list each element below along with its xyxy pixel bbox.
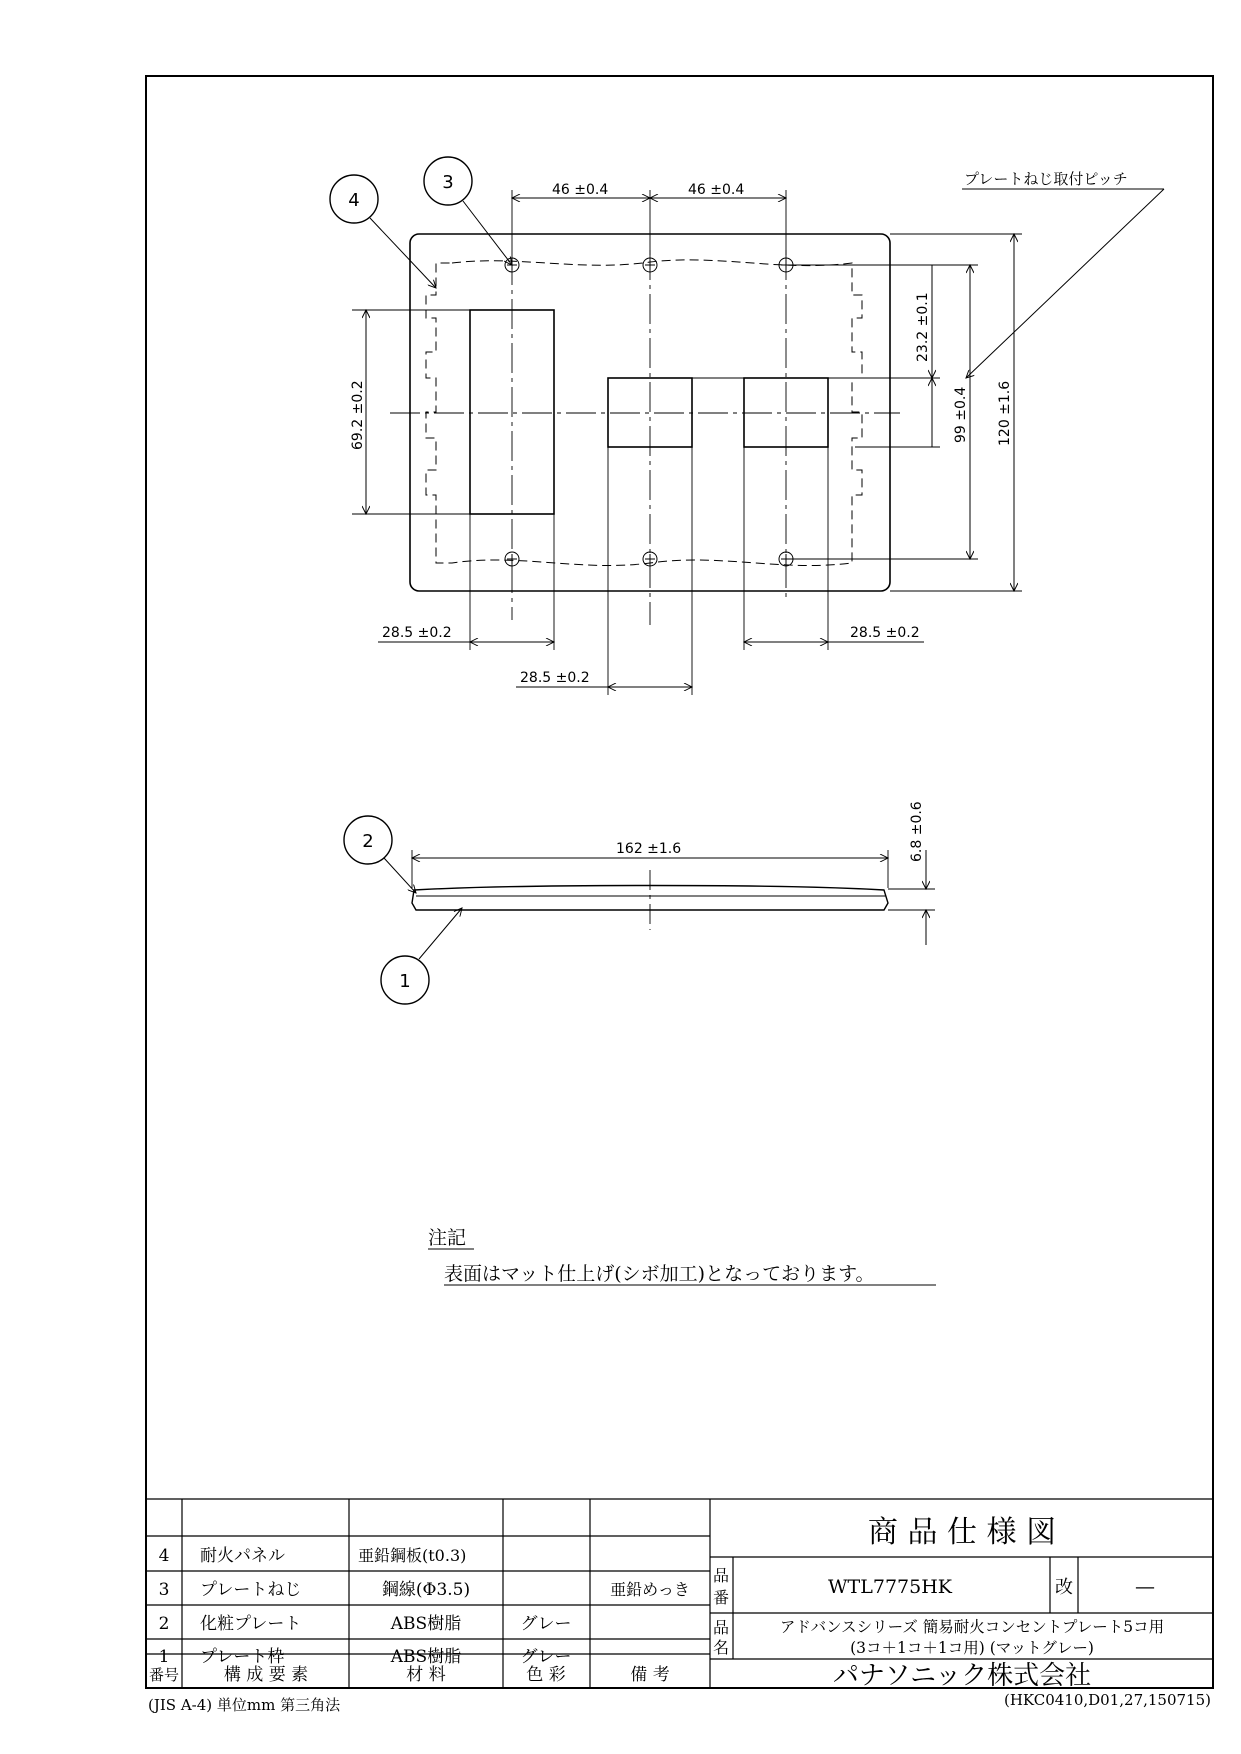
drawing-frame — [146, 76, 1213, 1688]
row3-name: プレートねじ — [200, 1580, 302, 1600]
screw-icons — [505, 258, 793, 566]
dim-28-5-center: 28.5 ±0.2 — [520, 670, 590, 686]
part-number: WTL7775HK — [828, 1576, 952, 1598]
balloon-2-label: 2 — [362, 831, 374, 852]
footer-left: (JIS A-4) 単位mm 第三角法 — [148, 1696, 341, 1714]
row2-no: 2 — [158, 1614, 170, 1634]
front-view — [330, 157, 1164, 695]
dim-screw-pitch-label: プレートねじ取付ピッチ — [964, 170, 1128, 188]
balloon-3-label: 3 — [442, 172, 454, 193]
name-label-2: 名 — [712, 1638, 730, 1657]
header-name: 構 成 要 素 — [223, 1665, 309, 1685]
revision-value: — — [1135, 1574, 1155, 1598]
dim-28-5-right: 28.5 ±0.2 — [850, 625, 920, 641]
parts-table-cells — [149, 1546, 690, 1685]
row1-name: プレート枠 — [200, 1647, 285, 1667]
header-remark: 備 考 — [630, 1665, 670, 1685]
spec-title: 商 品 仕 様 図 — [867, 1515, 1057, 1550]
dim-99: 99 ±0.4 — [953, 386, 969, 443]
notes-heading: 注記 — [428, 1227, 467, 1249]
dim-69-2: 69.2 ±0.2 — [350, 380, 366, 450]
footer-right: (HKC0410,D01,27,150715) — [1003, 1691, 1211, 1709]
dimension-texts — [350, 170, 1128, 686]
part-no-label-1: 品 — [712, 1566, 730, 1585]
balloon-4-label: 4 — [348, 190, 360, 211]
dim-162: 162 ±1.6 — [616, 841, 682, 857]
row3-remark: 亜鉛めっき — [610, 1580, 690, 1599]
header-material: 材 料 — [406, 1665, 446, 1685]
notes-body: 表面はマット仕上げ(シボ加工)となっております。 — [444, 1263, 875, 1285]
screw-icon — [643, 552, 657, 566]
part-no-label-2: 番 — [712, 1588, 730, 1607]
row3-material: 鋼線(Φ3.5) — [381, 1580, 471, 1600]
dim-28-5-left: 28.5 ±0.2 — [382, 625, 452, 641]
company-name: パナソニック株式会社 — [832, 1661, 1092, 1691]
screw-icon — [505, 552, 519, 566]
notes — [428, 1227, 936, 1285]
row3-no: 3 — [158, 1580, 170, 1600]
screw-icon — [643, 258, 657, 272]
row1-color: グレー — [520, 1647, 572, 1667]
row1-no: 1 — [158, 1647, 170, 1667]
extension-lines — [352, 190, 1022, 695]
center-lines — [390, 250, 900, 625]
row2-name: 化粧プレート — [200, 1614, 302, 1634]
product-name-line-1: アドバンスシリーズ 簡易耐火コンセントプレート5コ用 — [779, 1618, 1165, 1636]
header-color: 色 彩 — [526, 1665, 566, 1685]
name-label-1: 品 — [712, 1618, 730, 1637]
row4-material: 亜鉛鋼板(t0.3) — [358, 1546, 467, 1565]
screw-icon — [505, 258, 519, 272]
dim-top-right: 46 ±0.4 — [688, 182, 745, 198]
dim-top-left: 46 ±0.4 — [552, 182, 609, 198]
row4-no: 4 — [158, 1546, 170, 1566]
title-block-text — [713, 1515, 1164, 1691]
dim-23-2: 23.2 ±0.1 — [915, 292, 931, 362]
row2-color: グレー — [520, 1614, 572, 1634]
row1-material: ABS樹脂 — [390, 1647, 462, 1667]
dim-120: 120 ±1.6 — [997, 380, 1013, 446]
revision-label: 改 — [1055, 1577, 1073, 1598]
product-name-line-2: (3コ＋1コ＋1コ用) (マットグレー) — [850, 1639, 1094, 1657]
row4-name: 耐火パネル — [200, 1546, 285, 1566]
dim-6-8: 6.8 ±0.6 — [909, 801, 925, 862]
header-no: 番号 — [148, 1666, 180, 1684]
balloon-1-label: 1 — [399, 971, 411, 992]
row2-material: ABS樹脂 — [390, 1614, 462, 1634]
